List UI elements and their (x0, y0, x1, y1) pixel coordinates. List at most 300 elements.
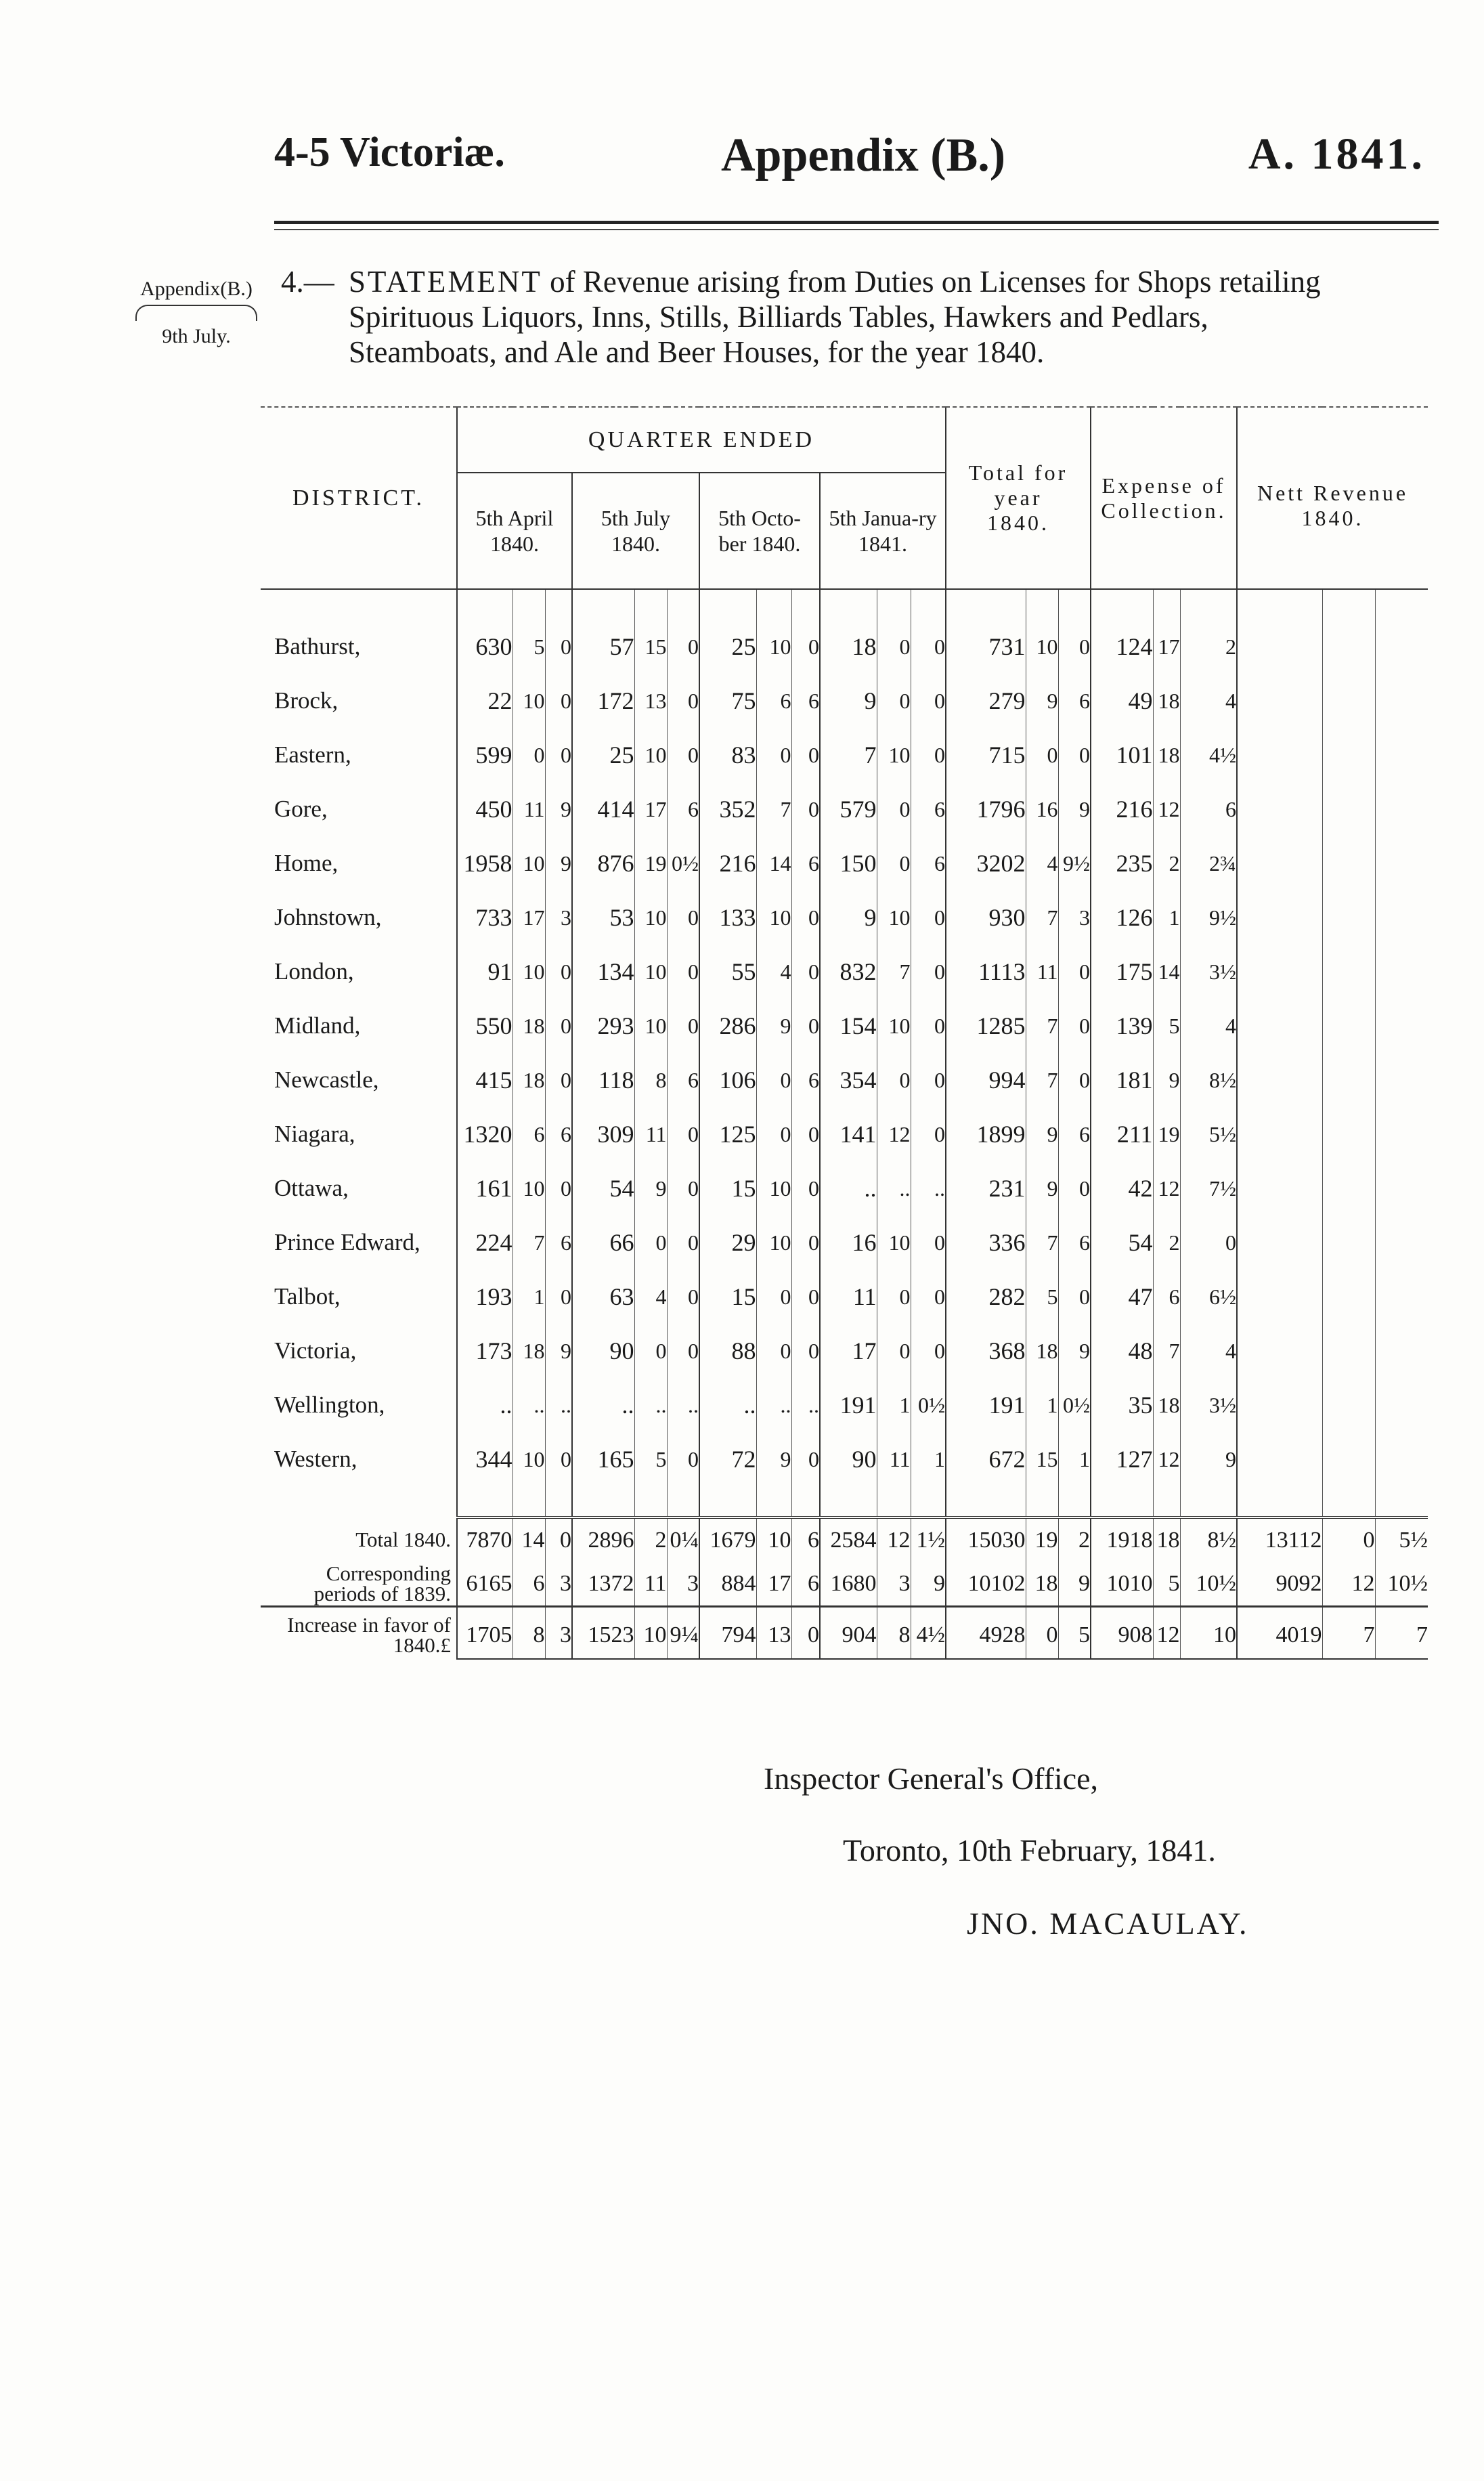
nett-empty-cell (1322, 620, 1375, 674)
cell-exp-pence: 4 (1180, 674, 1237, 728)
cell-total-shillings: 9 (1026, 674, 1058, 728)
cell-q3-pounds: 106 (699, 1053, 756, 1107)
cell-q4-pounds: 9 (820, 674, 877, 728)
district-name: Victoria, (274, 1337, 357, 1364)
cell-q2-pounds: .. (572, 1378, 634, 1432)
total-q4-pounds: 2584 (820, 1517, 877, 1562)
cell-q4-pence: 0 (911, 674, 946, 728)
cell-q1-shillings: 0 (512, 728, 545, 782)
spacer-cell (911, 589, 946, 620)
cell-total-shillings: 16 (1026, 782, 1058, 836)
cell-q1-shillings: 10 (512, 1161, 545, 1215)
header-rule-thin (274, 229, 1439, 230)
total-total-pence: 9 (1058, 1562, 1091, 1607)
district-name: Talbot, (274, 1283, 341, 1310)
district-name: Niagara, (274, 1121, 355, 1147)
table-row (261, 1324, 1428, 1378)
nett-empty-cell (1322, 1270, 1375, 1324)
cell-q4-pence: 1 (911, 1432, 946, 1486)
cell-q3-pence: 0 (791, 999, 820, 1053)
nett-empty-cell (1237, 836, 1322, 890)
total-exp-shillings: 5 (1153, 1562, 1180, 1607)
spacer-cell (261, 589, 457, 620)
cell-q4-pounds: 154 (820, 999, 877, 1053)
spacer-cell (791, 1486, 820, 1517)
cell-q1-shillings: 10 (512, 1432, 545, 1486)
cell-exp-pounds: 127 (1091, 1432, 1153, 1486)
cell-q2-pounds: 876 (572, 836, 634, 890)
increase-nett-pence: 7 (1375, 1612, 1428, 1659)
cell-total-pounds: 3202 (946, 836, 1026, 890)
cell-total-pence: 0 (1058, 945, 1091, 999)
cell-total-pence: 9 (1058, 782, 1091, 836)
separator-cell (261, 1607, 457, 1612)
total-q2-shillings: 2 (634, 1517, 667, 1562)
cell-q1-shillings: 18 (512, 999, 545, 1053)
cell-total-shillings: 7 (1026, 890, 1058, 945)
total-q2-pence: 0¼ (667, 1517, 699, 1562)
nett-empty-cell (1237, 1053, 1322, 1107)
separator-cell (512, 1607, 545, 1612)
cell-q1-shillings: 18 (512, 1324, 545, 1378)
increase-q3-pence: 0 (791, 1612, 820, 1659)
spacer-cell (756, 1486, 791, 1517)
total-q3-shillings: 10 (756, 1517, 791, 1562)
cell-q2-shillings: 13 (634, 674, 667, 728)
cell-total-shillings: 4 (1026, 836, 1058, 890)
cell-q1-pounds: 1958 (457, 836, 512, 890)
cell-q1-pence: 0 (545, 1270, 572, 1324)
cell-q2-shillings: 9 (634, 1161, 667, 1215)
table-row (261, 1270, 1428, 1324)
spacer-cell (1322, 1486, 1375, 1517)
increase-exp-pence: 10 (1180, 1612, 1237, 1659)
nett-empty-cell (1322, 728, 1375, 782)
cell-q3-pounds: 352 (699, 782, 756, 836)
district-name: Midland, (274, 1012, 361, 1039)
cell-q2-pounds: 25 (572, 728, 634, 782)
cell-q2-shillings: 0 (634, 1324, 667, 1378)
cell-total-pounds: 672 (946, 1432, 1026, 1486)
cell-q1-pounds: 173 (457, 1324, 512, 1378)
table-row (261, 1161, 1428, 1215)
cell-q4-pounds: 9 (820, 890, 877, 945)
total-q3-pence: 6 (791, 1517, 820, 1562)
spacer-cell (634, 1486, 667, 1517)
nett-empty-cell (1322, 1215, 1375, 1270)
cell-q4-shillings: .. (877, 1161, 911, 1215)
separator-cell (1153, 1607, 1180, 1612)
cell-q4-pence: 0 (911, 890, 946, 945)
cell-q2-pounds: 172 (572, 674, 634, 728)
nett-empty-cell (1237, 782, 1322, 836)
spacer-cell (1058, 1486, 1091, 1517)
total-row (261, 1517, 1428, 1562)
cell-q3-pounds: 133 (699, 890, 756, 945)
cell-q1-pounds: 1320 (457, 1107, 512, 1161)
cell-q1-pence: 9 (545, 782, 572, 836)
nett-empty-cell (1237, 1432, 1322, 1486)
cell-q1-pence: .. (545, 1378, 572, 1432)
spacer-cell (512, 589, 545, 620)
spacer-cell (545, 589, 572, 620)
cell-q3-shillings: 10 (756, 1161, 791, 1215)
page-header (274, 129, 1425, 203)
footer-place-date: Toronto, 10th February, 1841. (843, 1833, 1216, 1868)
cell-q4-shillings: 0 (877, 836, 911, 890)
cell-q1-pounds: 161 (457, 1161, 512, 1215)
cell-q2-shillings: 10 (634, 890, 667, 945)
district-name: Wellington, (274, 1391, 385, 1418)
spacer-cell (1180, 1486, 1237, 1517)
cell-total-shillings: 15 (1026, 1432, 1058, 1486)
cell-q3-pounds: 55 (699, 945, 756, 999)
cell-q1-pence: 0 (545, 674, 572, 728)
total-nett-pounds: 13112 (1237, 1517, 1322, 1562)
total-q2-shillings: 11 (634, 1562, 667, 1607)
cell-q4-pounds: 90 (820, 1432, 877, 1486)
cell-total-pounds: 1796 (946, 782, 1026, 836)
expense-header: Expense of Collection. (1091, 408, 1237, 588)
total-year-header: Total for year 1840. (946, 408, 1091, 588)
total-q3-shillings: 17 (756, 1562, 791, 1607)
cell-q1-shillings: 18 (512, 1053, 545, 1107)
cell-q4-pence: 0 (911, 1270, 946, 1324)
nett-empty-cell (1237, 1378, 1322, 1432)
cell-q1-pounds: 550 (457, 999, 512, 1053)
separator-cell (699, 1607, 756, 1612)
cell-total-pence: 9 (1058, 1324, 1091, 1378)
cell-q2-pounds: 53 (572, 890, 634, 945)
cell-exp-shillings: 6 (1153, 1270, 1180, 1324)
cell-q3-pounds: 216 (699, 836, 756, 890)
cell-q3-pence: 0 (791, 1161, 820, 1215)
cell-q4-shillings: 10 (877, 890, 911, 945)
spacer-cell (1322, 589, 1375, 620)
increase-total-shillings: 0 (1026, 1612, 1058, 1659)
table-row (261, 890, 1428, 945)
cell-q1-pence: 9 (545, 836, 572, 890)
cell-exp-shillings: 2 (1153, 836, 1180, 890)
total-q4-pence: 1½ (911, 1517, 946, 1562)
separator-cell (911, 1607, 946, 1612)
increase-nett-pounds: 4019 (1237, 1612, 1322, 1659)
cell-q2-shillings: 10 (634, 999, 667, 1053)
cell-q3-pounds: 83 (699, 728, 756, 782)
separator-cell (946, 1607, 1026, 1612)
nett-empty-cell (1322, 1378, 1375, 1432)
cell-q4-pence: 6 (911, 836, 946, 890)
increase-q2-pence: 9¼ (667, 1612, 699, 1659)
cell-exp-pence: 9 (1180, 1432, 1237, 1486)
cell-exp-shillings: 18 (1153, 728, 1180, 782)
cell-exp-pounds: 124 (1091, 620, 1153, 674)
cell-q4-pounds: .. (820, 1161, 877, 1215)
cell-total-pence: 0 (1058, 728, 1091, 782)
title-line-1-rest: of Revenue arising from Duties on Licenses for Shops retailing (542, 265, 1321, 299)
total-total-pounds: 15030 (946, 1517, 1026, 1562)
cell-q3-pence: 6 (791, 1053, 820, 1107)
total-q1-shillings: 6 (512, 1562, 545, 1607)
cell-exp-pence: 4 (1180, 1324, 1237, 1378)
header-center: Appendix (B.) (721, 129, 1006, 181)
nett-empty-cell (1322, 1053, 1375, 1107)
cell-total-pence: 6 (1058, 674, 1091, 728)
corresponding-row (261, 1562, 1428, 1607)
header-right: A. 1841. (1248, 129, 1425, 179)
district-header: DISTRICT. (292, 485, 424, 511)
total-nett-pence: 5½ (1375, 1517, 1428, 1562)
cell-total-pounds: 930 (946, 890, 1026, 945)
spacer-cell (1091, 1486, 1153, 1517)
spacer-cell (1091, 589, 1153, 620)
cell-q3-pence: 0 (791, 1107, 820, 1161)
nett-empty-cell (1322, 1161, 1375, 1215)
cell-total-pence: 3 (1058, 890, 1091, 945)
total-exp-shillings: 18 (1153, 1517, 1180, 1562)
cell-total-shillings: 7 (1026, 1053, 1058, 1107)
increase-q1-shillings: 8 (512, 1612, 545, 1659)
cell-q1-pence: 6 (545, 1107, 572, 1161)
cell-exp-shillings: 9 (1153, 1053, 1180, 1107)
nett-empty-cell (1375, 1215, 1428, 1270)
cell-total-shillings: 7 (1026, 1215, 1058, 1270)
total-q3-pounds: 884 (699, 1562, 756, 1607)
cell-exp-shillings: 18 (1153, 1378, 1180, 1432)
spacer-cell (1237, 1486, 1322, 1517)
cell-total-pence: 6 (1058, 1215, 1091, 1270)
cell-q2-pence: 0 (667, 999, 699, 1053)
cell-q3-pounds: 286 (699, 999, 756, 1053)
cell-q3-shillings: .. (756, 1378, 791, 1432)
total-q2-pence: 3 (667, 1562, 699, 1607)
cell-q3-pounds: 88 (699, 1324, 756, 1378)
cell-q4-pounds: 17 (820, 1324, 877, 1378)
cell-q2-pence: 0½ (667, 836, 699, 890)
nett-empty-cell (1237, 620, 1322, 674)
cell-total-pence: 9½ (1058, 836, 1091, 890)
cell-q2-shillings: 4 (634, 1270, 667, 1324)
total-q2-pounds: 1372 (572, 1562, 634, 1607)
cell-q3-shillings: 0 (756, 1270, 791, 1324)
nett-empty-cell (1237, 890, 1322, 945)
cell-q2-pounds: 57 (572, 620, 634, 674)
cell-q4-pounds: 579 (820, 782, 877, 836)
cell-exp-shillings: 7 (1153, 1324, 1180, 1378)
cell-q2-pounds: 118 (572, 1053, 634, 1107)
cell-q2-shillings: 15 (634, 620, 667, 674)
spacer-cell (877, 589, 911, 620)
cell-q3-pence: 0 (791, 1270, 820, 1324)
cell-total-pence: 0½ (1058, 1378, 1091, 1432)
cell-total-pence: 0 (1058, 1161, 1091, 1215)
nett-empty-cell (1375, 782, 1428, 836)
nett-empty-cell (1375, 728, 1428, 782)
cell-exp-pence: 2¾ (1180, 836, 1237, 890)
spacer-cell (820, 1486, 877, 1517)
district-name: Brock, (274, 687, 339, 714)
increase-exp-pounds: 908 (1091, 1612, 1153, 1659)
nett-empty-cell (1322, 836, 1375, 890)
increase-q1-pounds: 1705 (457, 1612, 512, 1659)
cell-q1-shillings: .. (512, 1378, 545, 1432)
spacer-cell (261, 1486, 457, 1517)
nett-empty-cell (1237, 1107, 1322, 1161)
total-total-shillings: 18 (1026, 1562, 1058, 1607)
spacer-cell (699, 1486, 756, 1517)
cell-exp-shillings: 12 (1153, 782, 1180, 836)
district-name: Bathurst, (274, 633, 361, 660)
total-q1-pence: 0 (545, 1517, 572, 1562)
spacer-cell (1180, 589, 1237, 620)
cell-exp-pence: 0 (1180, 1215, 1237, 1270)
cell-q2-pounds: 63 (572, 1270, 634, 1324)
cell-q4-pounds: 141 (820, 1107, 877, 1161)
cell-q3-pence: 0 (791, 945, 820, 999)
increase-q1-pence: 3 (545, 1612, 572, 1659)
cell-q3-pounds: 75 (699, 674, 756, 728)
cell-exp-pounds: 54 (1091, 1215, 1153, 1270)
cell-q1-shillings: 10 (512, 945, 545, 999)
cell-exp-pounds: 216 (1091, 782, 1153, 836)
cell-q4-shillings: 0 (877, 1270, 911, 1324)
cell-q2-pence: 0 (667, 1215, 699, 1270)
cell-q4-shillings: 1 (877, 1378, 911, 1432)
cell-q3-shillings: 10 (756, 890, 791, 945)
cell-q4-pence: 0 (911, 728, 946, 782)
separator-cell (572, 1607, 634, 1612)
table-row (261, 1215, 1428, 1270)
cell-q2-pence: 0 (667, 1107, 699, 1161)
cell-q3-pence: 6 (791, 836, 820, 890)
table-row (261, 620, 1428, 674)
nett-revenue-header: Nett Revenue 1840. (1237, 408, 1428, 588)
separator-cell (1375, 1607, 1428, 1612)
cell-q4-shillings: 0 (877, 782, 911, 836)
cell-q4-pence: 0 (911, 945, 946, 999)
spacer-cell (946, 589, 1026, 620)
cell-q4-shillings: 0 (877, 620, 911, 674)
table-row (261, 945, 1428, 999)
title-number: 4.— (281, 265, 334, 299)
cell-total-shillings: 9 (1026, 1107, 1058, 1161)
total-total-pounds: 10102 (946, 1562, 1026, 1607)
nett-empty-cell (1375, 1324, 1428, 1378)
spacer-cell (1026, 589, 1058, 620)
district-name: London, (274, 958, 354, 985)
cell-q3-pounds: .. (699, 1378, 756, 1432)
separator-cell (756, 1607, 791, 1612)
cell-q4-shillings: 7 (877, 945, 911, 999)
title-line-2: Spirituous Liquors, Inns, Stills, Billiards Tables, Hawkers and Pedlars, (349, 300, 1208, 334)
increase-q3-pounds: 794 (699, 1612, 756, 1659)
cell-total-pounds: 191 (946, 1378, 1026, 1432)
cell-total-pounds: 1899 (946, 1107, 1026, 1161)
spacer-cell (667, 1486, 699, 1517)
cell-q3-pence: 0 (791, 1215, 820, 1270)
cell-q3-shillings: 4 (756, 945, 791, 999)
cell-q1-pounds: 193 (457, 1270, 512, 1324)
cell-q3-shillings: 9 (756, 999, 791, 1053)
cell-total-pence: 0 (1058, 620, 1091, 674)
cell-q4-pence: 6 (911, 782, 946, 836)
spacer-cell (545, 1486, 572, 1517)
total-q2-pounds: 2896 (572, 1517, 634, 1562)
quarter-ended-header: QUARTER ENDED (457, 408, 946, 473)
spacer-cell (911, 1486, 946, 1517)
spacer-cell (946, 1486, 1026, 1517)
cell-q1-pence: 6 (545, 1215, 572, 1270)
cell-q4-shillings: 10 (877, 999, 911, 1053)
cell-exp-pounds: 175 (1091, 945, 1153, 999)
cell-q4-pence: 0½ (911, 1378, 946, 1432)
total-q1-shillings: 14 (512, 1517, 545, 1562)
nett-empty-cell (1375, 999, 1428, 1053)
cell-q1-pence: 0 (545, 945, 572, 999)
cell-q4-shillings: 12 (877, 1107, 911, 1161)
cell-exp-pounds: 211 (1091, 1107, 1153, 1161)
cell-exp-pence: 6 (1180, 782, 1237, 836)
nett-empty-cell (1375, 1270, 1428, 1324)
cell-q4-pounds: 7 (820, 728, 877, 782)
cell-exp-shillings: 1 (1153, 890, 1180, 945)
cell-q2-pence: 0 (667, 1270, 699, 1324)
title-line-3: Steamboats, and Ale and Beer Houses, for the year 1840. (349, 335, 1045, 369)
spacer-cell (572, 589, 634, 620)
footer-office: Inspector General's Office, (764, 1761, 1099, 1796)
table-row (261, 1053, 1428, 1107)
total-exp-pence: 8½ (1180, 1517, 1237, 1562)
cell-q2-pounds: 414 (572, 782, 634, 836)
cell-total-pounds: 731 (946, 620, 1026, 674)
increase-q2-shillings: 10 (634, 1612, 667, 1659)
header-left: 4-5 Victoriæ. (274, 129, 505, 175)
total-total-shillings: 19 (1026, 1517, 1058, 1562)
cell-total-pounds: 994 (946, 1053, 1026, 1107)
cell-q1-pence: 3 (545, 890, 572, 945)
cell-exp-pence: 4½ (1180, 728, 1237, 782)
cell-q1-shillings: 7 (512, 1215, 545, 1270)
cell-q3-pounds: 72 (699, 1432, 756, 1486)
spacer-cell (667, 589, 699, 620)
cell-total-pounds: 336 (946, 1215, 1026, 1270)
footer-signature: JNO. MACAULAY. (967, 1906, 1249, 1941)
cell-q2-pounds: 293 (572, 999, 634, 1053)
cell-q1-pounds: 224 (457, 1215, 512, 1270)
nett-empty-cell (1375, 836, 1428, 890)
nett-empty-cell (1375, 1107, 1428, 1161)
cell-q3-shillings: 0 (756, 728, 791, 782)
total-q4-shillings: 3 (877, 1562, 911, 1607)
total-nett-pence: 10½ (1375, 1562, 1428, 1607)
cell-total-pounds: 1113 (946, 945, 1026, 999)
spacer-cell (820, 589, 877, 620)
district-name: Prince Edward, (274, 1229, 420, 1255)
cell-q1-shillings: 10 (512, 674, 545, 728)
cell-q4-pounds: 16 (820, 1215, 877, 1270)
spacer-cell (1375, 589, 1428, 620)
district-name: Ottawa, (274, 1175, 349, 1201)
cell-q2-pence: 0 (667, 890, 699, 945)
nett-empty-cell (1237, 1270, 1322, 1324)
nett-empty-cell (1237, 674, 1322, 728)
increase-exp-shillings: 12 (1153, 1612, 1180, 1659)
spacer-cell (1058, 589, 1091, 620)
cell-q2-shillings: 8 (634, 1053, 667, 1107)
increase-nett-shillings: 7 (1322, 1612, 1375, 1659)
cell-q1-pence: 0 (545, 1053, 572, 1107)
nett-empty-cell (1322, 1432, 1375, 1486)
